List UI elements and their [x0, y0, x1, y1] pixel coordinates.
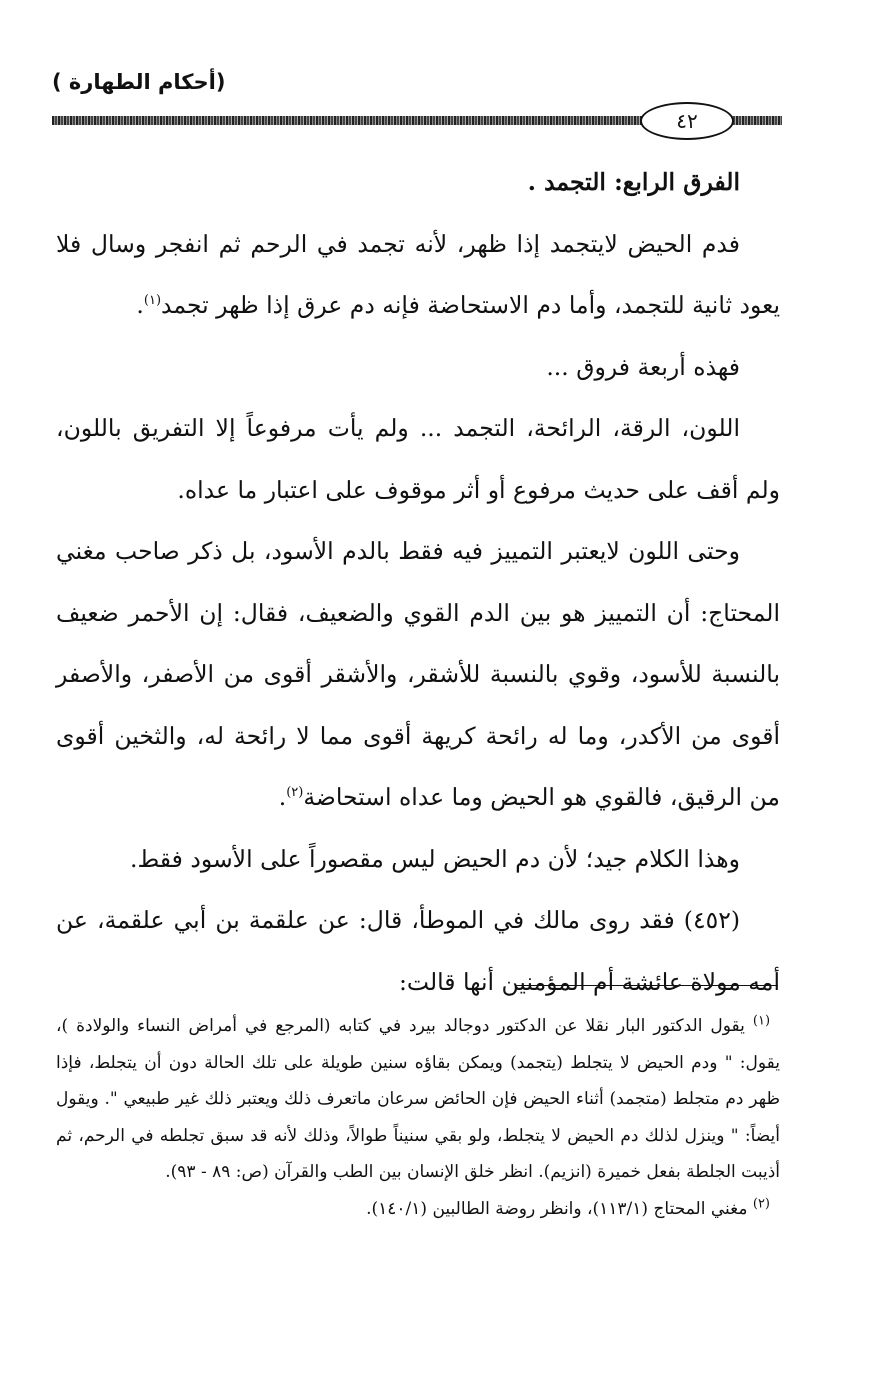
- paragraph-text: وحتى اللون لايعتبر التمييز فيه فقط بالدم الأسود، بل ذكر صاحب مغني المحتاج: أن التمييز هو بين الدم القوي والضعيف، فقال: إن الأحمر ضعيف بالنسبة للأسود، وقوي بالنسبة للأشقر، والأشقر أقوى من الأصفر، والأصفر أقوى من الأكدر، وما له رائحة كريهة أقوى مما لا رائحة له، والثخين أقوى من الرقيق، فالقوي هو الحيض وما عداه استحاضة: [56, 537, 780, 811]
- footnote-2: [56, 1191, 780, 1228]
- footnote-text: مغني المحتاج (١١٣/١)، وانظر روضة الطالبين (١٤٠/١).: [366, 1198, 748, 1219]
- footnotes: [56, 1008, 780, 1227]
- footnote-1: [56, 1008, 780, 1191]
- sentence-end: .: [278, 783, 287, 811]
- footnote-marker: (١): [752, 1013, 771, 1029]
- footnote-reference[interactable]: (١): [143, 293, 162, 309]
- main-text: [56, 152, 780, 1013]
- section-heading: الفرق الرابع: التجمد .: [527, 168, 740, 196]
- footnote-separator: [516, 985, 778, 986]
- footnote-reference[interactable]: (٢): [286, 785, 304, 801]
- page-number: [640, 102, 734, 140]
- paragraph-colour: [56, 521, 780, 829]
- paragraph-clotting: [56, 214, 780, 337]
- page-number-text: ٤٢: [676, 109, 698, 133]
- paragraph-text: فدم الحيض لايتجمد إذا ظهر، لأنه تجمد في الرحم ثم انفجر وسال فلا يعود ثانية للتجمد، وأما دم الاستحاضة فإنه دم عرق إذا ظهر تجمد: [56, 229, 780, 319]
- paragraph-hadith-452: (٤٥٢) فقد روى مالك في الموطأ، قال: عن علقمة بن أبي علقمة، عن أمه مولاة عائشة أم المؤمنين أنها قالت:: [56, 906, 780, 996]
- footnote-marker: (٢): [752, 1195, 770, 1211]
- footnote-text: يقول الدكتور البار نقلا عن الدكتور دوجالد بيرد في كتابه (المرجع في أمراض النساء والولادة )، يقول: " ودم الحيض لا يتجلط (يتجمد) ويمكن بقاؤه سنين طويلة على تلك الحالة دون أن يتجلط، فإذا ظهر دم متجلط (متجمد) أثناء الحيض فإن الحائض سرعان ماتعرف ذلك ويعتبر ذلك غير طبيعي ". ويقول أيضاً: " وينزل لذلك دم الحيض لا يتجلط، ولو بقي سنيناً طوالاً، وذلك لأنه قد سبق تجلطه في الرحم، ثم أذيبت الجلطة بفعل خميرة (انزيم). انظر خلق الإنسان بين الطب والقرآن (ص: ٨٩ - ٩٣).: [56, 1016, 780, 1182]
- sentence-end: .: [136, 291, 144, 319]
- running-header-title: (أحكام الطهارة ): [52, 70, 226, 94]
- paragraph-four-differences: فهذه أربعة فروق ...: [546, 352, 740, 381]
- paragraph-comment: وهذا الكلام جيد؛ لأن دم الحيض ليس مقصوراً على الأسود فقط.: [130, 844, 740, 873]
- paragraph-list: اللون، الرقة، الرائحة، التجمد ... ولم يأت مرفوعاً إلا التفريق باللون، ولم أقف على حديث مرفوع أو أثر موقوف على اعتبار ما عداه.: [56, 414, 780, 504]
